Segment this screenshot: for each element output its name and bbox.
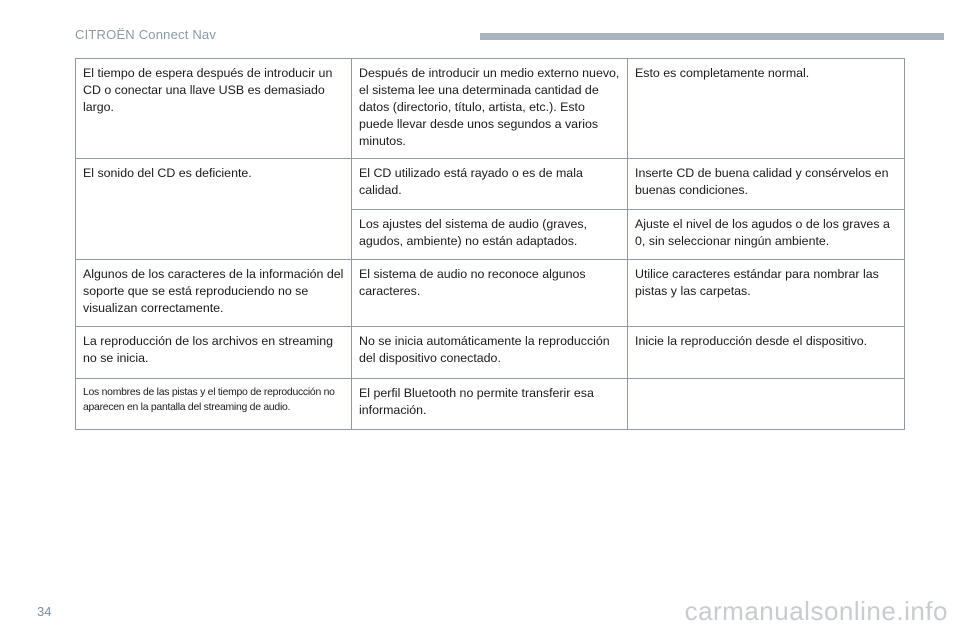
problem-cell: Algunos de los caracteres de la información del soporte que se está reproduciendo no se visualizan correctamente. (76, 260, 352, 327)
solution-cell (628, 379, 905, 430)
page-header-title: CITROËN Connect Nav (75, 27, 217, 42)
watermark: carmanualsonline.info (684, 596, 948, 626)
page-number: 34 (37, 604, 52, 619)
solution-cell: Inserte CD de buena calidad y consérvelos en buenas condiciones. (628, 159, 905, 210)
solution-cell: Esto es completamente normal. (628, 59, 905, 159)
solution-cell: Ajuste el nivel de los agudos o de los graves a 0, sin seleccionar ningún ambiente. (628, 210, 905, 260)
cause-cell: Después de introducir un medio externo nuevo, el sistema lee una determinada cantidad de datos (directorio, título, artista, etc.). Esto puede llevar desde unos segundos a varios minutos. (352, 59, 628, 159)
solution-cell: Utilice caracteres estándar para nombrar las pistas y las carpetas. (628, 260, 905, 327)
troubleshooting-table (75, 58, 905, 430)
table-row (76, 159, 905, 210)
table-row (76, 59, 905, 159)
table-row (76, 327, 905, 379)
cause-cell: El sistema de audio no reconoce algunos caracteres. (352, 260, 628, 327)
solution-cell: Inicie la reproducción desde el dispositivo. (628, 327, 905, 379)
problem-cell: El tiempo de espera después de introducir un CD o conectar una llave USB es demasiado largo. (76, 59, 352, 159)
cause-cell: El CD utilizado está rayado o es de mala calidad. (352, 159, 628, 210)
problem-cell: El sonido del CD es deficiente. (76, 159, 352, 260)
table-row (76, 379, 905, 430)
cause-cell: No se inicia automáticamente la reproducción del dispositivo conectado. (352, 327, 628, 379)
cause-cell: Los ajustes del sistema de audio (graves, agudos, ambiente) no están adaptados. (352, 210, 628, 260)
header-divider-bar (480, 33, 944, 40)
problem-cell: Los nombres de las pistas y el tiempo de reproducción no aparecen en la pantalla del streaming de audio. (76, 379, 352, 430)
table-row (76, 260, 905, 327)
problem-cell: La reproducción de los archivos en streaming no se inicia. (76, 327, 352, 379)
cause-cell: El perfil Bluetooth no permite transferir esa información. (352, 379, 628, 430)
